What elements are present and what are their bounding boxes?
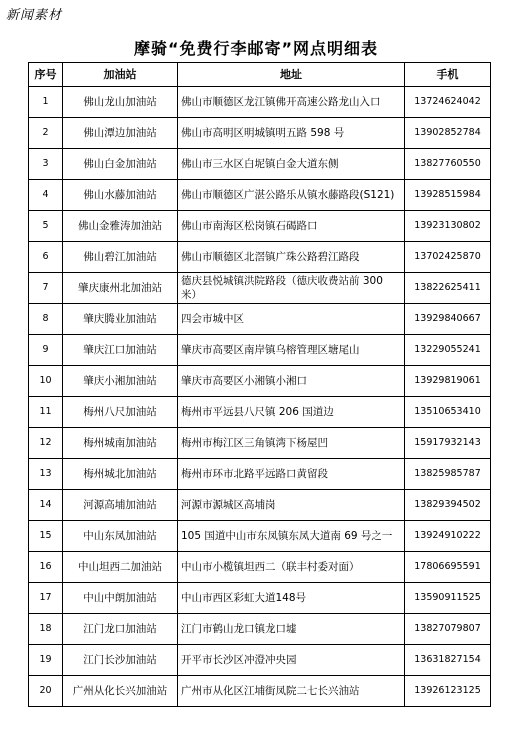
station-phone: 13926123125 xyxy=(405,676,491,707)
row-number: 11 xyxy=(29,397,63,428)
station-phone: 13829394502 xyxy=(405,490,491,521)
column-header-no: 序号 xyxy=(29,63,63,87)
station-address: 中山市西区彩虹大道148号 xyxy=(178,583,405,614)
station-phone: 17806695591 xyxy=(405,552,491,583)
table-row xyxy=(29,211,491,242)
station-phone: 13631827154 xyxy=(405,645,491,676)
station-name: 梅州城南加油站 xyxy=(63,428,178,459)
station-phone: 13929819061 xyxy=(405,366,491,397)
table-row xyxy=(29,118,491,149)
station-phone: 13902852784 xyxy=(405,118,491,149)
station-name: 佛山碧江加油站 xyxy=(63,242,178,273)
station-phone: 13822625411 xyxy=(405,273,491,304)
row-number: 15 xyxy=(29,521,63,552)
station-name: 梅州城北加油站 xyxy=(63,459,178,490)
row-number: 1 xyxy=(29,87,63,118)
station-name: 佛山潭边加油站 xyxy=(63,118,178,149)
table-row xyxy=(29,304,491,335)
station-address: 梅州市梅江区三角镇湾下杨屋凹 xyxy=(178,428,405,459)
station-address: 江门市鹤山龙口镇龙口墟 xyxy=(178,614,405,645)
table-row xyxy=(29,87,491,118)
table-row xyxy=(29,397,491,428)
station-phone: 15917932143 xyxy=(405,428,491,459)
station-phone: 13724624042 xyxy=(405,87,491,118)
station-phone: 13928515984 xyxy=(405,180,491,211)
station-name: 梅州八尺加油站 xyxy=(63,397,178,428)
row-number: 18 xyxy=(29,614,63,645)
row-number: 17 xyxy=(29,583,63,614)
table-row xyxy=(29,242,491,273)
station-phone: 13923130802 xyxy=(405,211,491,242)
row-number: 5 xyxy=(29,211,63,242)
station-name: 河源高埔加油站 xyxy=(63,490,178,521)
station-phone: 13827760550 xyxy=(405,149,491,180)
station-table xyxy=(28,62,491,707)
row-number: 6 xyxy=(29,242,63,273)
row-number: 7 xyxy=(29,273,63,304)
station-name: 佛山金雅涛加油站 xyxy=(63,211,178,242)
station-address: 佛山市三水区白坭镇白金大道东侧 xyxy=(178,149,405,180)
row-number: 12 xyxy=(29,428,63,459)
station-name: 中山中朗加油站 xyxy=(63,583,178,614)
station-name: 肇庆江口加油站 xyxy=(63,335,178,366)
table-row xyxy=(29,273,491,304)
station-address: 佛山市顺德区广湛公路乐从镇水藤路段(S121) xyxy=(178,180,405,211)
station-name: 肇庆小湘加油站 xyxy=(63,366,178,397)
row-number: 3 xyxy=(29,149,63,180)
station-address: 佛山市南海区松岗镇石碣路口 xyxy=(178,211,405,242)
table-header-row xyxy=(29,63,491,87)
table-row xyxy=(29,676,491,707)
station-name: 肇庆腾业加油站 xyxy=(63,304,178,335)
station-name: 肇庆康州北加油站 xyxy=(63,273,178,304)
station-address: 肇庆市高要区小湘镇小湘口 xyxy=(178,366,405,397)
column-header-phone: 手机 xyxy=(405,63,491,87)
corner-label: 新闻素材 xyxy=(6,8,63,23)
station-address: 梅州市环市北路平远路口黄留段 xyxy=(178,459,405,490)
station-phone: 13510653410 xyxy=(405,397,491,428)
table-row xyxy=(29,459,491,490)
station-address: 佛山市顺德区北滘镇广珠公路碧江路段 xyxy=(178,242,405,273)
station-name: 江门长沙加油站 xyxy=(63,645,178,676)
table-row xyxy=(29,366,491,397)
table-row xyxy=(29,583,491,614)
station-phone: 13229055241 xyxy=(405,335,491,366)
station-address: 广州市从化区江埔街凤院二七长兴油站 xyxy=(178,676,405,707)
station-name: 佛山水藤加油站 xyxy=(63,180,178,211)
table-row xyxy=(29,180,491,211)
table-row xyxy=(29,614,491,645)
row-number: 20 xyxy=(29,676,63,707)
station-name: 广州从化长兴加油站 xyxy=(63,676,178,707)
station-address: 佛山市顺德区龙江镇佛开高速公路龙山入口 xyxy=(178,87,405,118)
row-number: 14 xyxy=(29,490,63,521)
row-number: 13 xyxy=(29,459,63,490)
row-number: 8 xyxy=(29,304,63,335)
station-name: 中山坦西二加油站 xyxy=(63,552,178,583)
station-address: 105 国道中山市东凤镇东凤大道南 69 号之一 xyxy=(178,521,405,552)
station-phone: 13924910222 xyxy=(405,521,491,552)
station-address: 四会市城中区 xyxy=(178,304,405,335)
station-phone: 13825985787 xyxy=(405,459,491,490)
row-number: 19 xyxy=(29,645,63,676)
column-header-address: 地址 xyxy=(178,63,405,87)
station-name: 佛山龙山加油站 xyxy=(63,87,178,118)
table-body xyxy=(29,87,491,707)
row-number: 10 xyxy=(29,366,63,397)
row-number: 4 xyxy=(29,180,63,211)
table-row xyxy=(29,552,491,583)
station-address: 中山市小榄镇坦西二（联丰村委对面） xyxy=(178,552,405,583)
row-number: 2 xyxy=(29,118,63,149)
table-row xyxy=(29,645,491,676)
station-address: 佛山市高明区明城镇明五路 598 号 xyxy=(178,118,405,149)
page-title: 摩骑“免费行李邮寄”网点明细表 xyxy=(133,39,379,58)
station-address: 开平市长沙区冲澄冲央园 xyxy=(178,645,405,676)
table-row xyxy=(29,149,491,180)
station-address: 河源市源城区高埔岗 xyxy=(178,490,405,521)
row-number: 16 xyxy=(29,552,63,583)
station-phone: 13590911525 xyxy=(405,583,491,614)
table-row xyxy=(29,335,491,366)
station-name: 佛山白金加油站 xyxy=(63,149,178,180)
row-number: 9 xyxy=(29,335,63,366)
station-phone: 13827079807 xyxy=(405,614,491,645)
station-address: 德庆县悦城镇洪院路段（德庆收费站前 300 米） xyxy=(178,273,405,304)
station-address: 肇庆市高要区南岸镇乌榕管理区塘尾山 xyxy=(178,335,405,366)
station-address: 梅州市平远县八尺镇 206 国道边 xyxy=(178,397,405,428)
station-phone: 13702425870 xyxy=(405,242,491,273)
column-header-station: 加油站 xyxy=(63,63,178,87)
station-phone: 13929840667 xyxy=(405,304,491,335)
station-name: 中山东凤加油站 xyxy=(63,521,178,552)
station-name: 江门龙口加油站 xyxy=(63,614,178,645)
table-row xyxy=(29,428,491,459)
table-row xyxy=(29,521,491,552)
table-row xyxy=(29,490,491,521)
